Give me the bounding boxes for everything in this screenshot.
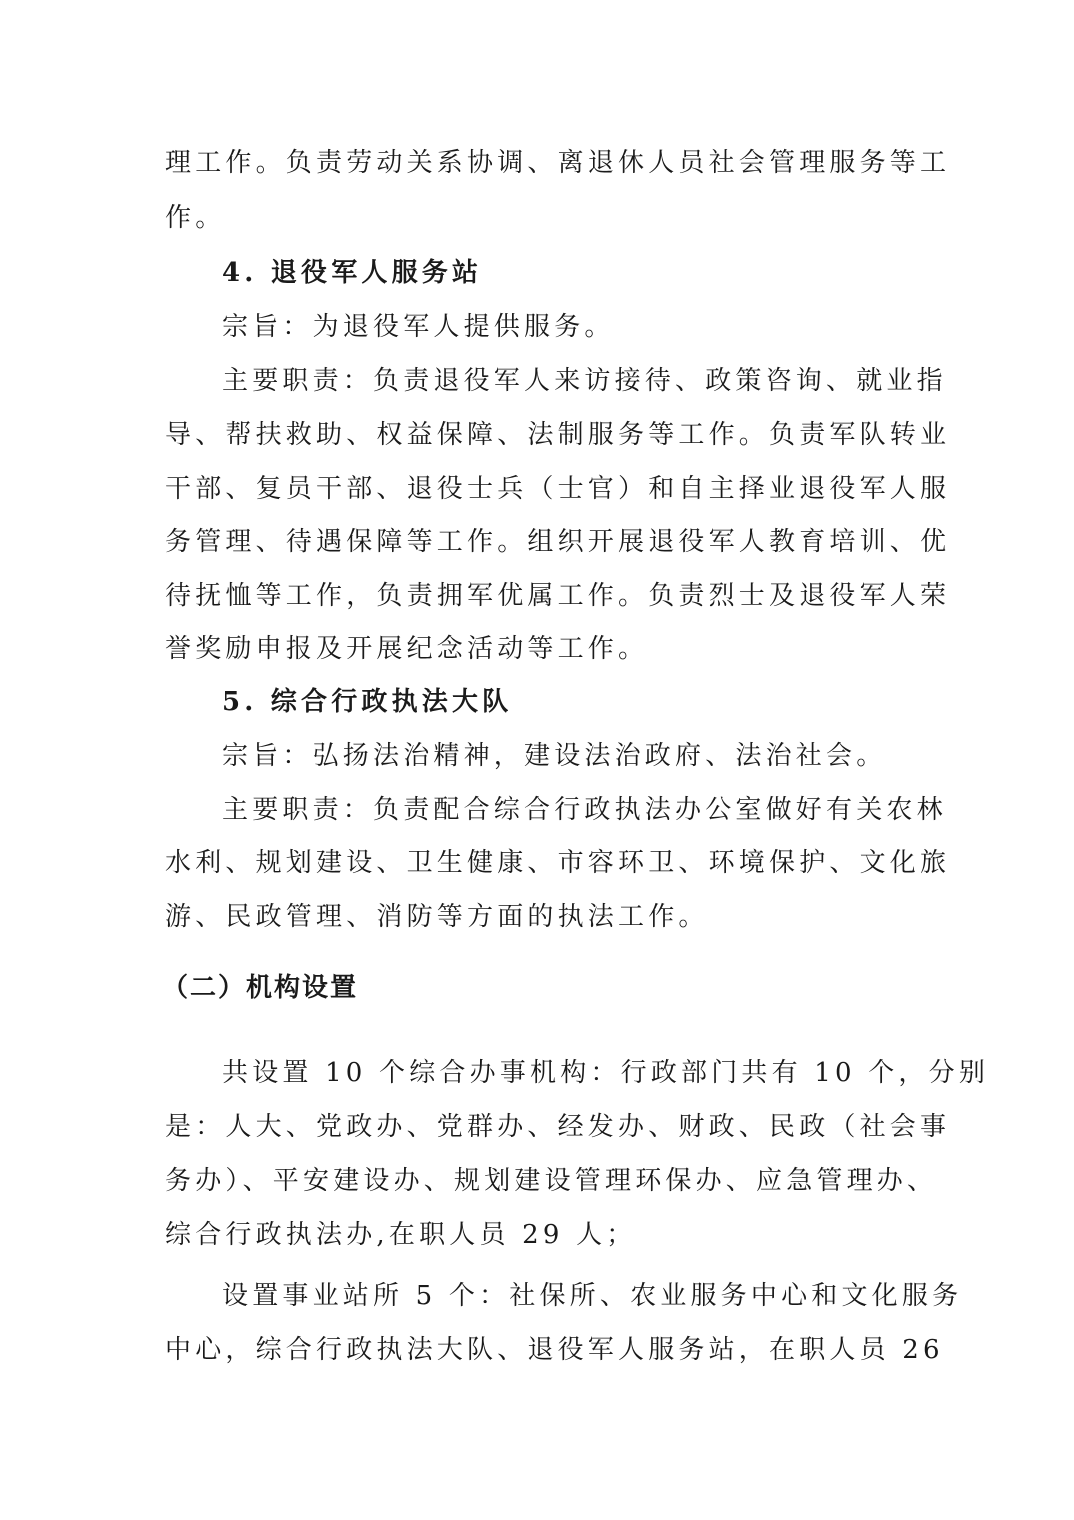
section-heading: （二）机构设置	[162, 973, 359, 1003]
text-line: 主要职责：负责退役军人来访接待、政策咨询、就业指	[222, 366, 947, 396]
text-line: 中心，综合行政执法大队、退役军人服务站，在职人员 26	[165, 1335, 944, 1365]
text-line: 务办）、平安建设办、规划建设管理环保办、应急管理办、	[165, 1166, 938, 1196]
text-line: 设置事业站所 5 个：社保所、农业服务中心和文化服务	[222, 1281, 963, 1311]
subheading-veterans-service-station: 4. 退役军人服务站	[222, 258, 483, 288]
text-line: 主要职责：负责配合综合行政执法办公室做好有关农林	[222, 795, 947, 825]
subheading-law-enforcement-brigade: 5. 综合行政执法大队	[222, 687, 513, 717]
text-line: 干部、复员干部、退役士兵（士官）和自主择业退役军人服	[165, 474, 951, 504]
text-line: 共设置 10 个综合办事机构：行政部门共有 10 个，分别	[222, 1058, 990, 1088]
text-line: 务管理、待遇保障等工作。组织开展退役军人教育培训、优	[165, 527, 951, 557]
text-line: 综合行政执法办,在职人员 29 人；	[165, 1220, 637, 1250]
text-line: 宗旨：为退役军人提供服务。	[222, 312, 615, 342]
text-line: 是：人大、党政办、党群办、经发办、财政、民政（社会事	[165, 1112, 951, 1142]
text-line: 宗旨：弘扬法治精神，建设法治政府、法治社会。	[222, 741, 887, 771]
text-line: 游、民政管理、消防等方面的执法工作。	[165, 902, 709, 932]
text-line: 理工作。负责劳动关系协调、离退休人员社会管理服务等工	[165, 148, 951, 178]
text-line: 水利、规划建设、卫生健康、市容环卫、环境保护、文化旅	[165, 848, 951, 878]
text-line: 待抚恤等工作，负责拥军优属工作。负责烈士及退役军人荣	[165, 581, 951, 611]
text-line: 作。	[165, 203, 226, 233]
text-line: 誉奖励申报及开展纪念活动等工作。	[165, 634, 649, 664]
text-line: 导、帮扶救助、权益保障、法制服务等工作。负责军队转业	[165, 420, 951, 450]
